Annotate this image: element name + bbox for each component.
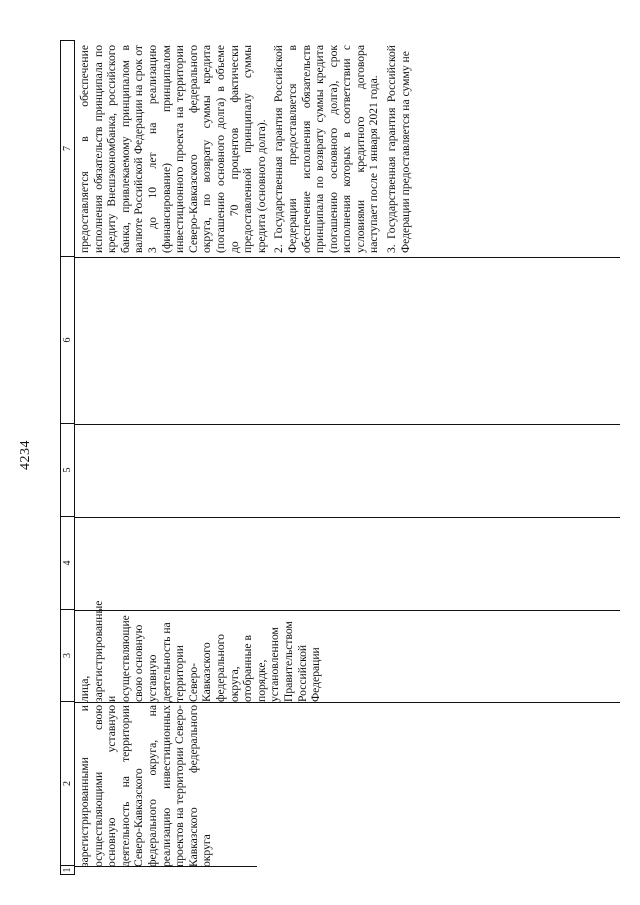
cell-col-3-text: лица, зарегистрированные и осуществляющие свою основную уставную деятельность на территории Северо-Кавказского федерального округа, отобранные в порядке, установленном Правительством Российской Федерации [78, 600, 323, 702]
column-rule [75, 424, 620, 425]
cell-col-7-paragraph: предоставляется в обеспечение исполнения обязательств принципала по кредиту Внешэкономбанка, российского банка, привлекаемому принципалом в валюте Российской Федерации на срок от 3 до 10 лет на реализацию (финансирование) принципалом инвестиционного проекта на территории Северо-Кавказского федерального округа, по возврату суммы кредита (погашению основного долга) в объеме до 70 процентов фактически предоставленной принципалу суммы кредита (основного долга). [78, 45, 268, 253]
header-col-5: 5 [61, 424, 74, 517]
header-col-2: 2 [61, 702, 74, 866]
table-header-row [60, 40, 75, 875]
cell-col-2 [78, 705, 214, 867]
cell-col-3 [78, 600, 323, 702]
cell-col-7-paragraph: 3. Государственная гарантия Российской Федерации предоставляется на сумму не [385, 45, 412, 253]
header-col-4: 4 [61, 517, 74, 610]
column-rule [75, 517, 620, 518]
column-rule [75, 610, 620, 611]
header-col-3: 3 [61, 610, 74, 702]
cell-col-7 [78, 45, 412, 253]
cell-col-2-text: зарегистрированными и осуществляющими свою основную уставную деятельность на территории Северо-Кавказского федерального округа, на реализацию инвестиционных проектов на территории Северо-Кавказского федерального округа [78, 705, 214, 867]
column-rule [75, 257, 620, 258]
header-col-7: 7 [61, 41, 74, 257]
header-col-1: 1 [62, 867, 73, 873]
cell-col-7-paragraph: 2. Государственная гарантия Российской Федерации предоставляется в обеспечение исполнения обязательств принципала по возврату суммы кредита (погашению основного долга), срок исполнения которых в соответствии с условиями кредитного договора наступает после 1 января 2021 года. [272, 45, 381, 253]
page-number: 4234 [18, 440, 33, 470]
document-table [60, 40, 620, 875]
column-rule [75, 702, 620, 703]
header-col-6: 6 [61, 257, 74, 424]
